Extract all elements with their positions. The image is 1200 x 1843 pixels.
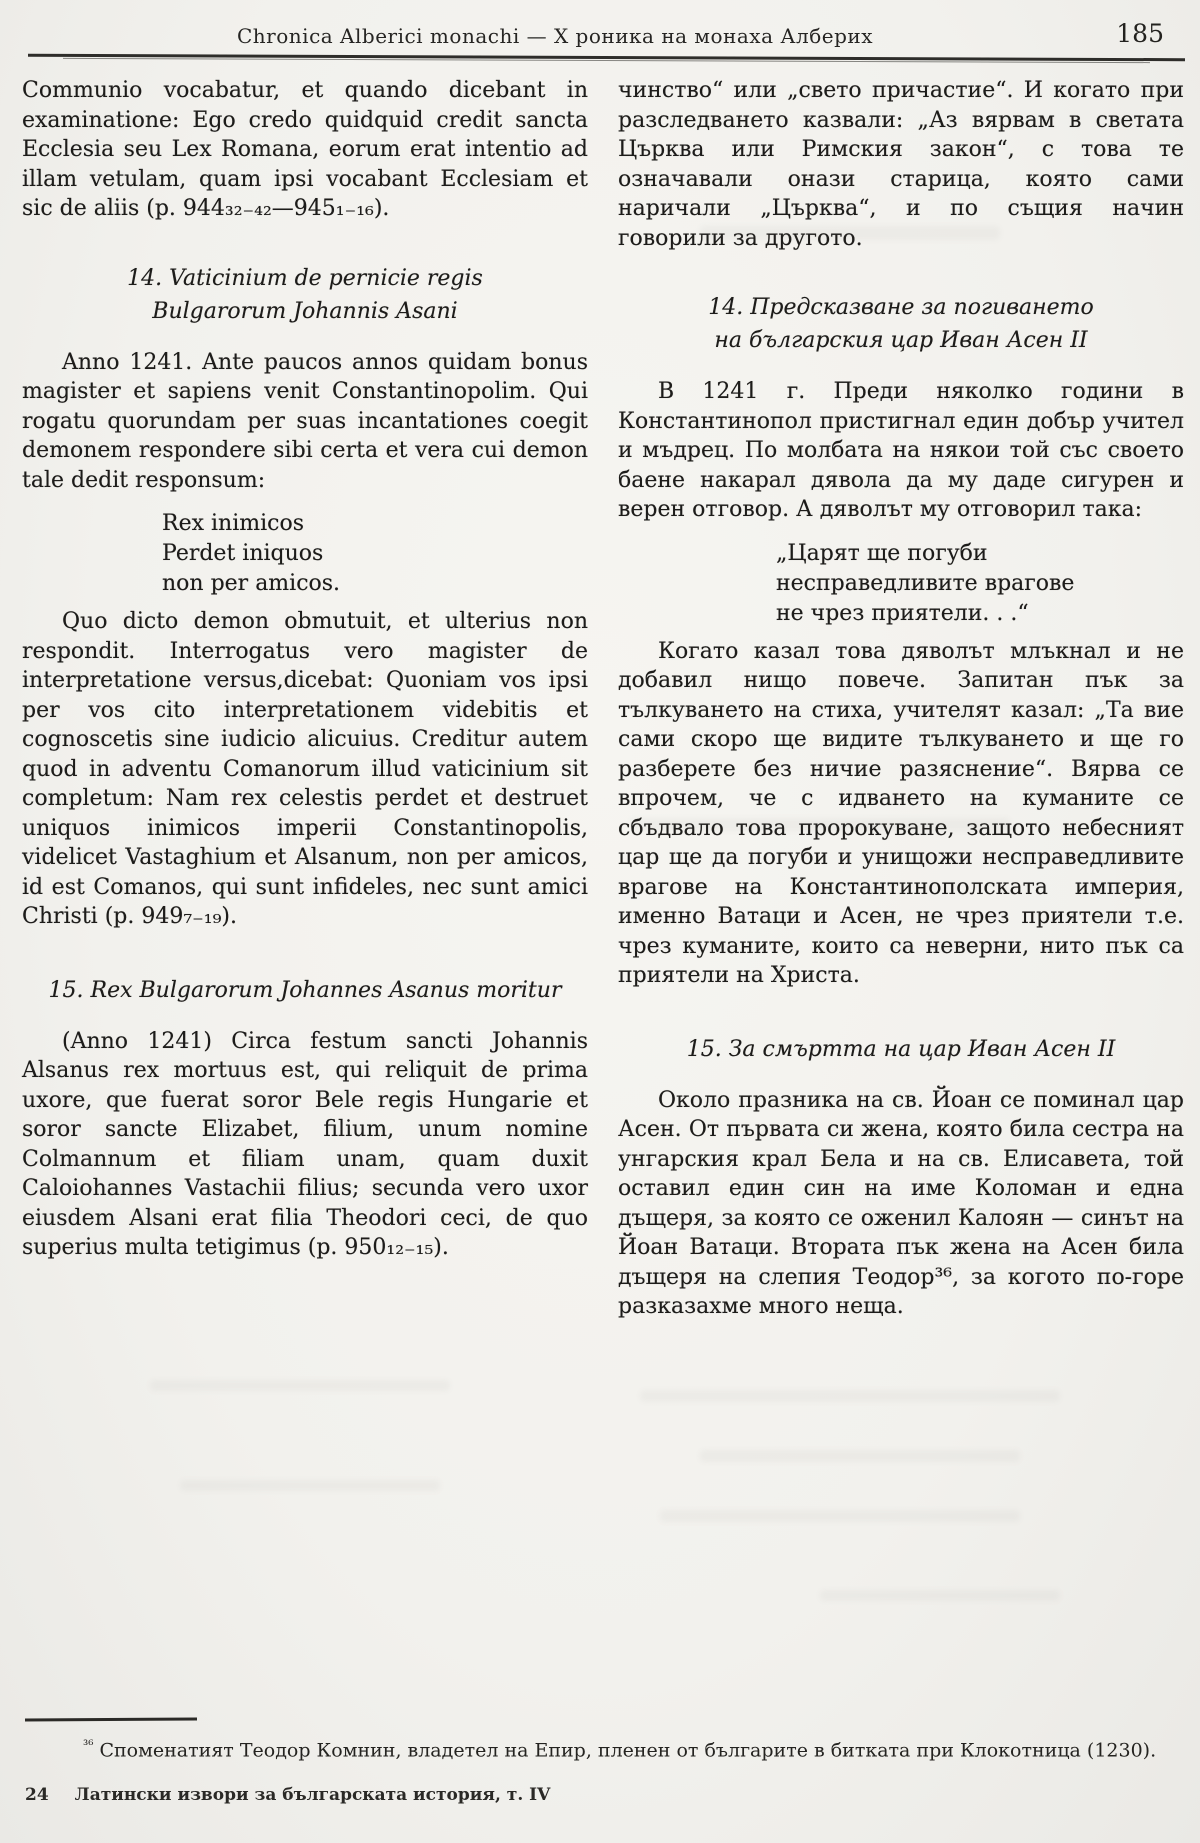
paragraph-bulgarian-kogato: Когато казал това дяволът млъкнал и не добавил нищо повече. Запитан пък за тълкуването на стиха, учителят казал: „Та вие сами скоро ще видите тълкуването и ще го разберете без ничие разяснение“. Вярва се впрочем, че с идването на куманите се сбъдвало това пророкуване, защото небесният цар ще да погуби и унищожи несправедливите врагове на Константинополската империя, именно Ватаци и Асен, не чрез приятели т.е. чрез куманите, които са неверни, нито пък са приятели на Христа. bbox=[618, 638, 1184, 988]
verse-line: не чрез приятели. . .“ bbox=[776, 600, 1029, 626]
paragraph-bulgarian-intro: чинство“ или „свето причастие“. И когато при разследването казвали: „Аз вярвам в светата Църква или Римския закон“, с това те означавали онази старица, която сами наричали „Църква“, и по същия начин говорили за другото. bbox=[618, 78, 1184, 251]
volume-signature bbox=[25, 1785, 1183, 1805]
header-rule bbox=[28, 54, 1185, 61]
paragraph-latin-quo-dicto: Quo dicto demon obmutuit, et ulterius non respondit. Interrogatus vero magister de interpretatione versus,dicebat: Quoniam vos ipsi per vos cito interpretationem videbitis et cognoscetis sine iudicio alicuius. Creditur autem quod in adventu Comanorum illud vaticinium sit completum: Nam rex celestis perdet et destruet uniquos inimicos imperii Constantinopolis, videlicet Vastaghium et Alsanum, non per amicos, id est Comanos, qui sunt infideles, nec sunt amici Christi (p. 949₇₋₁₉). bbox=[22, 609, 588, 929]
verse-latin bbox=[162, 509, 588, 599]
verse-bulgarian bbox=[776, 539, 1184, 629]
heading-line: 14. Предсказване за погиването bbox=[708, 295, 1094, 320]
text-columns bbox=[22, 76, 1184, 1322]
scan-artifact bbox=[660, 1510, 1020, 1522]
scan-artifact bbox=[820, 1590, 1060, 1601]
verse-line: Perdet iniquos bbox=[162, 541, 324, 566]
verse-line: несправедливите врагове bbox=[776, 570, 1075, 596]
footnote-text: Споменатият Теодор Комнин, владетел на Епир, пленен от българите в битката при Клокотница (1230). bbox=[99, 1739, 1157, 1762]
verse-line: Rex inimicos bbox=[162, 511, 304, 536]
footnote-area bbox=[25, 1718, 1183, 1805]
running-header-title: Chronica Alberici monachi — Х роника на монаха Алберих bbox=[237, 24, 873, 48]
section-15-heading-bulgarian: 15. За смъртта на цар Иван Асен II bbox=[686, 1036, 1116, 1062]
paragraph-latin-anno-1241: Anno 1241. Ante paucos annos quidam bonus magister et sapiens venit Constantinopolim. Qui rogatu quorundam per suas incantationes coegit demonem respondere sibi certa et vera cui demon tale dedit responsum: bbox=[22, 349, 588, 493]
scan-artifact bbox=[640, 1390, 1060, 1402]
paragraph-latin-intro: Communio vocabatur, et quando dicebant in examinatione: Ego credo quidquid credit sancta Ecclesia seu Lex Romana, eorum erat intentio ad illam vetulam, quam ipsi vocabant Ecclesiam et sic de aliis (p. 944₃₂₋₄₂—945₁₋₁₆). bbox=[22, 78, 588, 221]
footnote-marker: ³⁶ bbox=[83, 1738, 94, 1753]
verse-line: non per amicos. bbox=[162, 571, 341, 596]
heading-line: на българския цар Иван Асен II bbox=[714, 328, 1088, 353]
footnote-rule bbox=[25, 1718, 197, 1722]
paragraph-bulgarian-v-1241: В 1241 г. Преди няколко години в Константинопол пристигнал един добър учител и мъдрец. По молбата на някои той със своето баене накарал дявола да му даде сигурен и верен отговор. А дяволът му отговорил така: bbox=[618, 379, 1184, 522]
section-14-heading-latin bbox=[22, 262, 588, 328]
paragraph-latin-anno-1241-circa: (Anno 1241) Circa festum sancti Johannis Alsanus rex mortuus est, qui reliquit de prima uxore, que fuerat soror Bele regis Hungarie et soror sancte Elizabet, filium, unum nomine Colmannum et filiam unam, quam duxit Caloiohannes Vastachii filius; secunda vero uxor eiusdem Alsani erat filia Theodori ceci, de quo superius multa tetigimus (p. 950₁₂₋₁₅). bbox=[22, 1028, 588, 1260]
heading-line: 14. Vaticinium de pernicie regis bbox=[127, 265, 483, 291]
section-15-heading-latin: 15. Rex Bulgarorum Johannes Asanus moritur bbox=[48, 977, 562, 1003]
signature-text: Латински извори за българската история, т. IV bbox=[74, 1785, 551, 1806]
heading-line: Bulgarorum Johannis Asani bbox=[152, 298, 458, 324]
verse-line: „Царят ще погуби bbox=[776, 540, 988, 566]
footnote-36 bbox=[25, 1733, 1183, 1763]
page-number: 185 bbox=[1116, 19, 1164, 48]
scan-artifact bbox=[180, 1480, 440, 1491]
left-column-latin bbox=[22, 76, 588, 1322]
signature-number: 24 bbox=[25, 1785, 49, 1806]
scan-artifact bbox=[700, 1450, 1020, 1462]
scan-artifact bbox=[150, 1380, 450, 1391]
right-column-bulgarian bbox=[618, 76, 1184, 1322]
paragraph-bulgarian-okolo: Около празника на св. Йоан се поминал цар Асен. От първата си жена, която била сестра на унгарския крал Бела и на св. Елисавета, той оставил един син на име Коломан и една дъщеря, за която се оженил Калоян — синът на Йоан Ватаци. Втората пък жена на Асен била дъщеря на слепия Теодор³⁶, за когото по-горе разказахме много неща. bbox=[618, 1087, 1184, 1319]
section-14-heading-bulgarian bbox=[618, 291, 1184, 357]
